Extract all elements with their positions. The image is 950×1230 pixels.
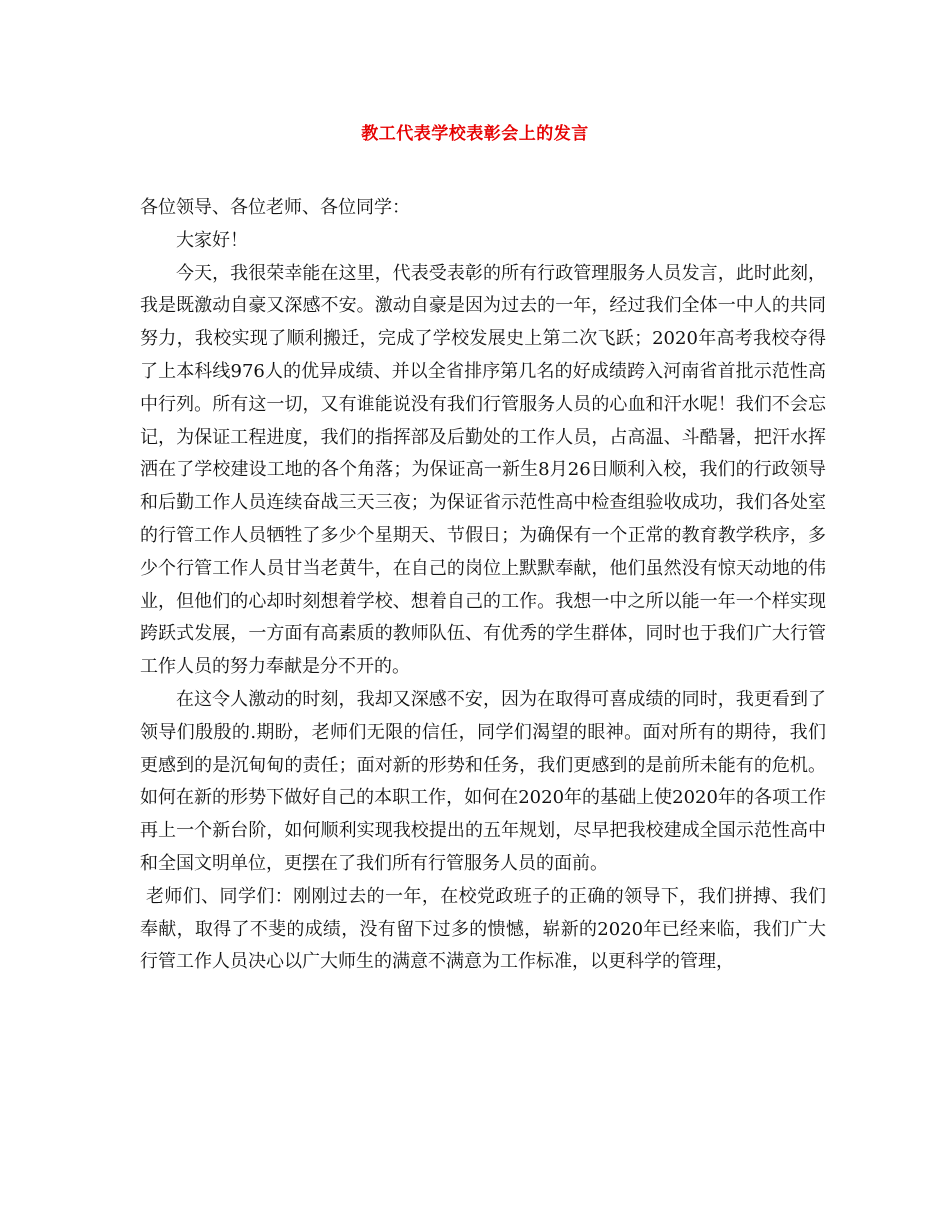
paragraph-2: 在这令人激动的时刻，我却又深感不安，因为在取得可喜成绩的同时，我更看到了领导们殷殷的.期盼，老师们无限的信任，同学们渴望的眼神。面对所有的期待，我们更感到的是沉甸甸的责任；面对新的形势和任务，我们更感到的是前所未能有的危机。如何在新的形势下做好自己的本职工作，如何在2020年的基础上使2020年的各项工作再上一个新台阶，如何顺利实现我校提出的五年规划，尽早把我校建成全国示范性高中和全国文明单位，更摆在了我们所有行管服务人员的面前。 xyxy=(140,688,826,874)
document-body xyxy=(140,192,826,979)
paragraph-1: 今天，我很荣幸能在这里，代表受表彰的所有行政管理服务人员发言，此时此刻，我是既激动自豪又深感不安。激动自豪是因为过去的一年，经过我们全体一中人的共同努力，我校实现了顺利搬迁，完成了学校发展史上第二次飞跃；2020年高考我校夺得了上本科线976人的优异成绩、并以全省排序第几名的好成绩跨入河南省首批示范性高中行列。所有这一切，又有谁能说没有我们行管服务人员的心血和汗水呢！我们不会忘记，为保证工程进度，我们的指挥部及后勤处的工作人员，占高温、斗酷暑，把汗水挥洒在了学校建设工地的各个角落；为保证高一新生8月26日顺利入校，我们的行政领导和后勤工作人员连续奋战三天三夜；为保证省示范性高中检查组验收成功，我们各处室的行管工作人员牺牲了多少个星期天、节假日；为确保有一个正常的教育教学秩序，多少个行管工作人员甘当老黄牛，在自己的岗位上默默奉献，他们虽然没有惊天动地的伟业，但他们的心却时刻想着学校、想着自己的工作。我想一中之所以能一年一个样实现跨跃式发展，一方面有高素质的教师队伍、有优秀的学生群体，同时也于我们广大行管工作人员的努力奉献是分不开的。 xyxy=(140,262,826,678)
greeting: 大家好！ xyxy=(176,229,248,251)
document-title: 教工代表学校表彰会上的发言 xyxy=(361,124,589,144)
salutation: 各位领导、各位老师、各位同学： xyxy=(140,197,410,218)
paragraph-3: 老师们、同学们：刚刚过去的一年，在校党政班子的正确的领导下，我们拼搏、我们奉献，取得了不斐的成绩，没有留下过多的愦憾，崭新的2020年已经来临，我们广大行管工作人员决心以广大师生的满意不满意为工作标准，以更科学的管理， xyxy=(140,885,826,973)
